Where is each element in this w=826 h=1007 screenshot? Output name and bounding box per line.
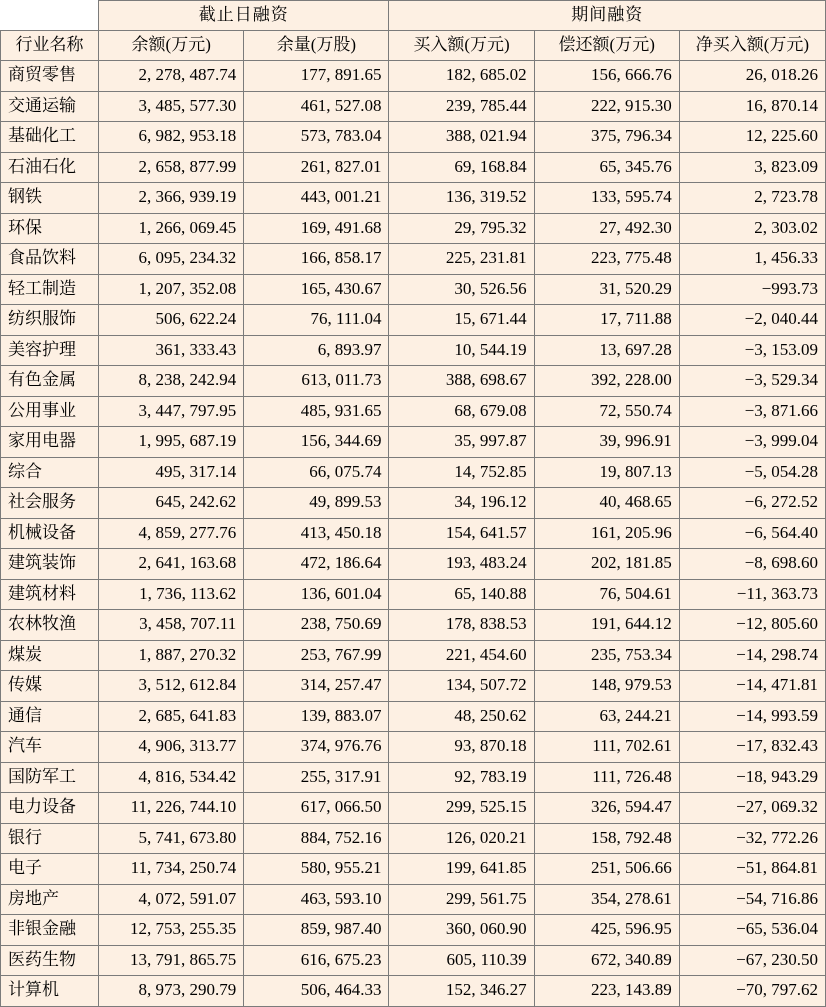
buy-amount-cell: 152, 346.27 <box>389 976 534 1007</box>
table-row <box>1 762 826 793</box>
balance-volume-cell: 443, 001.21 <box>244 183 389 214</box>
industry-name-cell: 综合 <box>1 457 99 488</box>
repay-amount-cell: 223, 775.48 <box>534 244 679 275</box>
net-buy-amount-cell: 12, 225.60 <box>679 122 825 153</box>
net-buy-amount-cell: −3, 871.66 <box>679 396 825 427</box>
balance-volume-cell: 472, 186.64 <box>244 549 389 580</box>
net-buy-amount-cell: −14, 993.59 <box>679 701 825 732</box>
balance-volume-cell: 413, 450.18 <box>244 518 389 549</box>
buy-amount-cell: 14, 752.85 <box>389 457 534 488</box>
balance-amount-cell: 8, 238, 242.94 <box>99 366 244 397</box>
buy-amount-cell: 299, 561.75 <box>389 884 534 915</box>
repay-amount-cell: 354, 278.61 <box>534 884 679 915</box>
buy-amount-cell: 136, 319.52 <box>389 183 534 214</box>
balance-volume-cell: 166, 858.17 <box>244 244 389 275</box>
buy-amount-cell: 225, 231.81 <box>389 244 534 275</box>
buy-amount-cell: 48, 250.62 <box>389 701 534 732</box>
repay-amount-cell: 223, 143.89 <box>534 976 679 1007</box>
industry-name-cell: 电力设备 <box>1 793 99 824</box>
repay-amount-cell: 40, 468.65 <box>534 488 679 519</box>
industry-name-cell: 建筑材料 <box>1 579 99 610</box>
industry-name-cell: 公用事业 <box>1 396 99 427</box>
industry-name-cell: 建筑装饰 <box>1 549 99 580</box>
balance-amount-cell: 11, 226, 744.10 <box>99 793 244 824</box>
repay-amount-cell: 191, 644.12 <box>534 610 679 641</box>
net-buy-amount-cell: −14, 298.74 <box>679 640 825 671</box>
buy-amount-cell: 29, 795.32 <box>389 213 534 244</box>
balance-amount-cell: 1, 207, 352.08 <box>99 274 244 305</box>
table-row <box>1 91 826 122</box>
buy-amount-cell: 93, 870.18 <box>389 732 534 763</box>
repay-amount-cell: 63, 244.21 <box>534 701 679 732</box>
balance-amount-cell: 361, 333.43 <box>99 335 244 366</box>
buy-amount-cell: 388, 021.94 <box>389 122 534 153</box>
repay-amount-cell: 672, 340.89 <box>534 945 679 976</box>
repay-amount-cell: 19, 807.13 <box>534 457 679 488</box>
industry-name-cell: 商贸零售 <box>1 61 99 92</box>
buy-amount-cell: 199, 641.85 <box>389 854 534 885</box>
buy-amount-cell: 360, 060.90 <box>389 915 534 946</box>
balance-volume-cell: 238, 750.69 <box>244 610 389 641</box>
table-row <box>1 152 826 183</box>
balance-amount-cell: 4, 816, 534.42 <box>99 762 244 793</box>
repay-amount-cell: 222, 915.30 <box>534 91 679 122</box>
balance-volume-cell: 6, 893.97 <box>244 335 389 366</box>
balance-amount-cell: 3, 447, 797.95 <box>99 396 244 427</box>
table-row <box>1 854 826 885</box>
table-row <box>1 274 826 305</box>
repay-amount-cell: 133, 595.74 <box>534 183 679 214</box>
net-buy-amount-cell: 3, 823.09 <box>679 152 825 183</box>
net-buy-amount-cell: −993.73 <box>679 274 825 305</box>
industry-name-cell: 轻工制造 <box>1 274 99 305</box>
repay-amount-cell: 202, 181.85 <box>534 549 679 580</box>
balance-volume-cell: 463, 593.10 <box>244 884 389 915</box>
repay-amount-cell: 72, 550.74 <box>534 396 679 427</box>
industry-name-cell: 食品饮料 <box>1 244 99 275</box>
table-row <box>1 701 826 732</box>
balance-volume-cell: 169, 491.68 <box>244 213 389 244</box>
balance-volume-cell: 573, 783.04 <box>244 122 389 153</box>
industry-name-cell: 银行 <box>1 823 99 854</box>
repay-amount-cell: 17, 711.88 <box>534 305 679 336</box>
repay-amount-cell: 39, 996.91 <box>534 427 679 458</box>
table-body <box>1 61 826 1007</box>
net-buy-amount-cell: −2, 040.44 <box>679 305 825 336</box>
buy-amount-cell: 92, 783.19 <box>389 762 534 793</box>
buy-amount-cell: 68, 679.08 <box>389 396 534 427</box>
net-buy-amount-cell: −70, 797.62 <box>679 976 825 1007</box>
table-row <box>1 122 826 153</box>
net-buy-amount-cell: −14, 471.81 <box>679 671 825 702</box>
table-row <box>1 640 826 671</box>
table-row <box>1 915 826 946</box>
buy-amount-cell: 30, 526.56 <box>389 274 534 305</box>
table-row <box>1 457 826 488</box>
balance-volume-cell: 255, 317.91 <box>244 762 389 793</box>
net-buy-amount-cell: −8, 698.60 <box>679 549 825 580</box>
table-row <box>1 305 826 336</box>
buy-amount-cell: 10, 544.19 <box>389 335 534 366</box>
industry-name-cell: 机械设备 <box>1 518 99 549</box>
header-group-cutoff-financing: 截止日融资 <box>99 1 389 31</box>
table-row <box>1 549 826 580</box>
balance-volume-cell: 66, 075.74 <box>244 457 389 488</box>
balance-amount-cell: 6, 982, 953.18 <box>99 122 244 153</box>
balance-volume-cell: 374, 976.76 <box>244 732 389 763</box>
industry-name-cell: 房地产 <box>1 884 99 915</box>
balance-amount-cell: 2, 278, 487.74 <box>99 61 244 92</box>
header-balance-amount: 余额(万元) <box>99 31 244 61</box>
balance-volume-cell: 617, 066.50 <box>244 793 389 824</box>
repay-amount-cell: 158, 792.48 <box>534 823 679 854</box>
balance-amount-cell: 8, 973, 290.79 <box>99 976 244 1007</box>
header-group-row <box>1 1 826 31</box>
net-buy-amount-cell: −6, 564.40 <box>679 518 825 549</box>
buy-amount-cell: 154, 641.57 <box>389 518 534 549</box>
repay-amount-cell: 111, 726.48 <box>534 762 679 793</box>
industry-name-cell: 有色金属 <box>1 366 99 397</box>
balance-volume-cell: 177, 891.65 <box>244 61 389 92</box>
buy-amount-cell: 182, 685.02 <box>389 61 534 92</box>
balance-volume-cell: 314, 257.47 <box>244 671 389 702</box>
table-row <box>1 518 826 549</box>
repay-amount-cell: 375, 796.34 <box>534 122 679 153</box>
industry-name-cell: 纺织服饰 <box>1 305 99 336</box>
balance-volume-cell: 616, 675.23 <box>244 945 389 976</box>
balance-amount-cell: 4, 859, 277.76 <box>99 518 244 549</box>
net-buy-amount-cell: −54, 716.86 <box>679 884 825 915</box>
industry-name-cell: 传媒 <box>1 671 99 702</box>
repay-amount-cell: 65, 345.76 <box>534 152 679 183</box>
net-buy-amount-cell: −3, 999.04 <box>679 427 825 458</box>
buy-amount-cell: 134, 507.72 <box>389 671 534 702</box>
industry-name-cell: 国防军工 <box>1 762 99 793</box>
net-buy-amount-cell: −67, 230.50 <box>679 945 825 976</box>
buy-amount-cell: 35, 997.87 <box>389 427 534 458</box>
balance-amount-cell: 13, 791, 865.75 <box>99 945 244 976</box>
balance-amount-cell: 12, 753, 255.35 <box>99 915 244 946</box>
header-repay-amount: 偿还额(万元) <box>534 31 679 61</box>
net-buy-amount-cell: −17, 832.43 <box>679 732 825 763</box>
repay-amount-cell: 13, 697.28 <box>534 335 679 366</box>
repay-amount-cell: 156, 666.76 <box>534 61 679 92</box>
table-row <box>1 793 826 824</box>
buy-amount-cell: 126, 020.21 <box>389 823 534 854</box>
balance-amount-cell: 4, 906, 313.77 <box>99 732 244 763</box>
balance-amount-cell: 3, 512, 612.84 <box>99 671 244 702</box>
repay-amount-cell: 251, 506.66 <box>534 854 679 885</box>
table-row <box>1 61 826 92</box>
industry-name-cell: 电子 <box>1 854 99 885</box>
net-buy-amount-cell: −11, 363.73 <box>679 579 825 610</box>
repay-amount-cell: 235, 753.34 <box>534 640 679 671</box>
balance-amount-cell: 1, 995, 687.19 <box>99 427 244 458</box>
balance-volume-cell: 859, 987.40 <box>244 915 389 946</box>
industry-name-cell: 家用电器 <box>1 427 99 458</box>
industry-name-cell: 计算机 <box>1 976 99 1007</box>
net-buy-amount-cell: −32, 772.26 <box>679 823 825 854</box>
header-buy-amount: 买入额(万元) <box>389 31 534 61</box>
net-buy-amount-cell: −51, 864.81 <box>679 854 825 885</box>
balance-amount-cell: 2, 366, 939.19 <box>99 183 244 214</box>
buy-amount-cell: 193, 483.24 <box>389 549 534 580</box>
repay-amount-cell: 27, 492.30 <box>534 213 679 244</box>
balance-amount-cell: 3, 458, 707.11 <box>99 610 244 641</box>
table-row <box>1 884 826 915</box>
table-row <box>1 244 826 275</box>
balance-volume-cell: 76, 111.04 <box>244 305 389 336</box>
header-net-buy-amount: 净买入额(万元) <box>679 31 825 61</box>
table-header <box>1 1 826 61</box>
balance-volume-cell: 261, 827.01 <box>244 152 389 183</box>
net-buy-amount-cell: 26, 018.26 <box>679 61 825 92</box>
industry-name-cell: 环保 <box>1 213 99 244</box>
net-buy-amount-cell: −65, 536.04 <box>679 915 825 946</box>
balance-amount-cell: 4, 072, 591.07 <box>99 884 244 915</box>
industry-name-cell: 汽车 <box>1 732 99 763</box>
net-buy-amount-cell: −5, 054.28 <box>679 457 825 488</box>
net-buy-amount-cell: −18, 943.29 <box>679 762 825 793</box>
table-row <box>1 732 826 763</box>
table-row <box>1 396 826 427</box>
net-buy-amount-cell: 1, 456.33 <box>679 244 825 275</box>
table-row <box>1 976 826 1007</box>
buy-amount-cell: 34, 196.12 <box>389 488 534 519</box>
balance-volume-cell: 485, 931.65 <box>244 396 389 427</box>
balance-amount-cell: 1, 887, 270.32 <box>99 640 244 671</box>
industry-name-cell: 基础化工 <box>1 122 99 153</box>
net-buy-amount-cell: −3, 529.34 <box>679 366 825 397</box>
balance-volume-cell: 165, 430.67 <box>244 274 389 305</box>
repay-amount-cell: 326, 594.47 <box>534 793 679 824</box>
industry-name-cell: 交通运输 <box>1 91 99 122</box>
industry-name-cell: 医药生物 <box>1 945 99 976</box>
industry-name-cell: 农林牧渔 <box>1 610 99 641</box>
table-row <box>1 366 826 397</box>
balance-volume-cell: 461, 527.08 <box>244 91 389 122</box>
net-buy-amount-cell: 2, 303.02 <box>679 213 825 244</box>
balance-amount-cell: 11, 734, 250.74 <box>99 854 244 885</box>
balance-volume-cell: 580, 955.21 <box>244 854 389 885</box>
industry-name-cell: 社会服务 <box>1 488 99 519</box>
balance-amount-cell: 3, 485, 577.30 <box>99 91 244 122</box>
repay-amount-cell: 161, 205.96 <box>534 518 679 549</box>
balance-volume-cell: 506, 464.33 <box>244 976 389 1007</box>
table-row <box>1 610 826 641</box>
buy-amount-cell: 178, 838.53 <box>389 610 534 641</box>
table-row <box>1 427 826 458</box>
table-row <box>1 335 826 366</box>
balance-amount-cell: 495, 317.14 <box>99 457 244 488</box>
balance-amount-cell: 1, 736, 113.62 <box>99 579 244 610</box>
balance-amount-cell: 1, 266, 069.45 <box>99 213 244 244</box>
net-buy-amount-cell: −6, 272.52 <box>679 488 825 519</box>
table-row <box>1 183 826 214</box>
table-row <box>1 213 826 244</box>
repay-amount-cell: 425, 596.95 <box>534 915 679 946</box>
balance-volume-cell: 884, 752.16 <box>244 823 389 854</box>
header-group-period-financing: 期间融资 <box>389 1 826 31</box>
balance-amount-cell: 2, 641, 163.68 <box>99 549 244 580</box>
balance-amount-cell: 5, 741, 673.80 <box>99 823 244 854</box>
table-row <box>1 671 826 702</box>
net-buy-amount-cell: 2, 723.78 <box>679 183 825 214</box>
balance-amount-cell: 2, 658, 877.99 <box>99 152 244 183</box>
header-column-row <box>1 31 826 61</box>
buy-amount-cell: 221, 454.60 <box>389 640 534 671</box>
repay-amount-cell: 392, 228.00 <box>534 366 679 397</box>
industry-name-cell: 通信 <box>1 701 99 732</box>
balance-amount-cell: 2, 685, 641.83 <box>99 701 244 732</box>
repay-amount-cell: 31, 520.29 <box>534 274 679 305</box>
table-row <box>1 823 826 854</box>
buy-amount-cell: 388, 698.67 <box>389 366 534 397</box>
balance-amount-cell: 645, 242.62 <box>99 488 244 519</box>
industry-name-cell: 美容护理 <box>1 335 99 366</box>
header-balance-volume: 余量(万股) <box>244 31 389 61</box>
industry-name-cell: 钢铁 <box>1 183 99 214</box>
buy-amount-cell: 15, 671.44 <box>389 305 534 336</box>
buy-amount-cell: 239, 785.44 <box>389 91 534 122</box>
balance-volume-cell: 136, 601.04 <box>244 579 389 610</box>
buy-amount-cell: 299, 525.15 <box>389 793 534 824</box>
net-buy-amount-cell: 16, 870.14 <box>679 91 825 122</box>
balance-amount-cell: 6, 095, 234.32 <box>99 244 244 275</box>
header-industry-name: 行业名称 <box>1 31 99 61</box>
table-row <box>1 488 826 519</box>
balance-amount-cell: 506, 622.24 <box>99 305 244 336</box>
buy-amount-cell: 69, 168.84 <box>389 152 534 183</box>
balance-volume-cell: 613, 011.73 <box>244 366 389 397</box>
industry-name-cell: 非银金融 <box>1 915 99 946</box>
buy-amount-cell: 605, 110.39 <box>389 945 534 976</box>
repay-amount-cell: 111, 702.61 <box>534 732 679 763</box>
repay-amount-cell: 148, 979.53 <box>534 671 679 702</box>
balance-volume-cell: 156, 344.69 <box>244 427 389 458</box>
repay-amount-cell: 76, 504.61 <box>534 579 679 610</box>
industry-name-cell: 煤炭 <box>1 640 99 671</box>
header-corner-cell <box>1 1 99 31</box>
balance-volume-cell: 49, 899.53 <box>244 488 389 519</box>
balance-volume-cell: 139, 883.07 <box>244 701 389 732</box>
buy-amount-cell: 65, 140.88 <box>389 579 534 610</box>
table-row <box>1 579 826 610</box>
net-buy-amount-cell: −3, 153.09 <box>679 335 825 366</box>
industry-name-cell: 石油石化 <box>1 152 99 183</box>
net-buy-amount-cell: −27, 069.32 <box>679 793 825 824</box>
table-row <box>1 945 826 976</box>
net-buy-amount-cell: −12, 805.60 <box>679 610 825 641</box>
balance-volume-cell: 253, 767.99 <box>244 640 389 671</box>
